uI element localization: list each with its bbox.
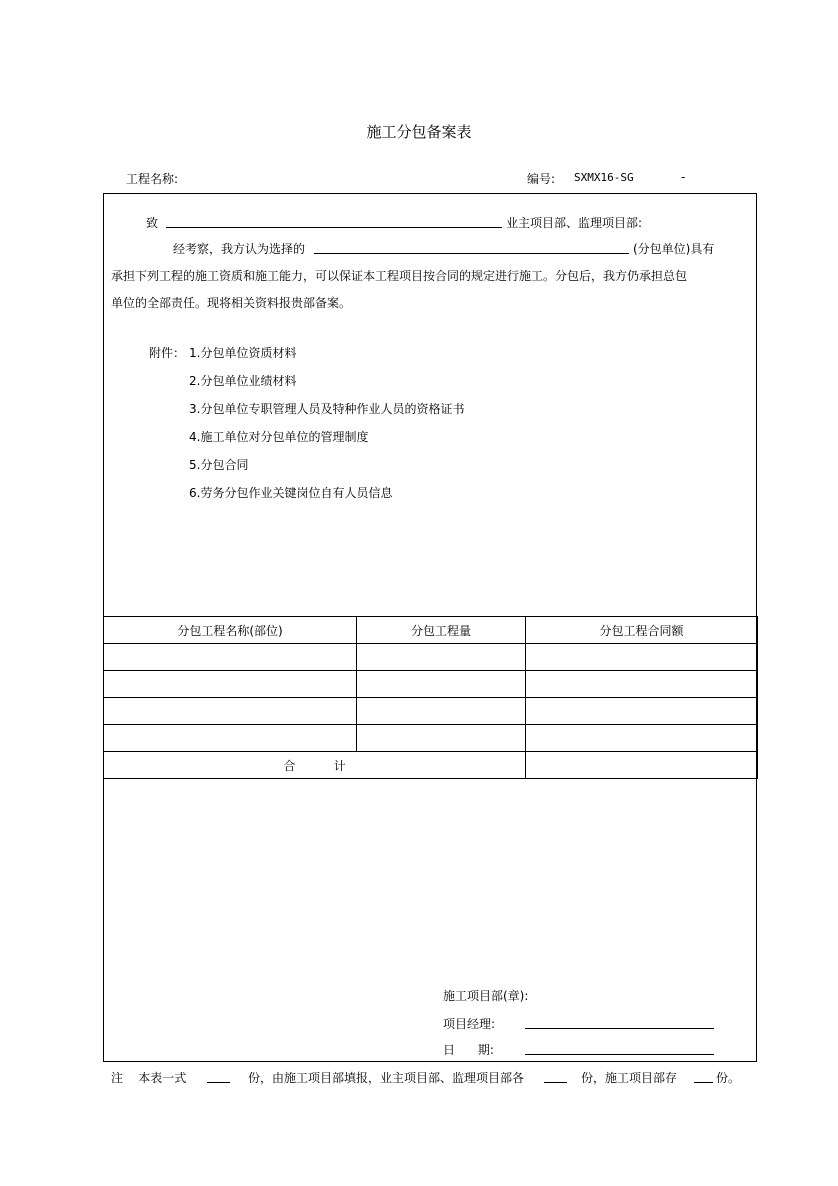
date-label: 日 期: xyxy=(443,1043,494,1057)
letter-line3: 单位的全部责任。现将相关资料报贵部备案。 xyxy=(111,296,352,310)
total-row xyxy=(104,752,758,779)
attachment-item: 3.分包单位专职管理人员及特种作业人员的资格证书 xyxy=(189,402,465,416)
project-name-label: 工程名称: xyxy=(126,172,179,186)
copies-keep-blank[interactable] xyxy=(694,1082,713,1083)
table-row xyxy=(104,644,758,671)
attachment-item: 1.分包单位资质材料 xyxy=(189,346,297,360)
attachment-item: 5.分包合同 xyxy=(189,458,249,472)
note-part3: 份，施工项目部存 xyxy=(581,1071,678,1085)
project-manager-label: 项目经理: xyxy=(443,1017,496,1031)
note-part4: 份。 xyxy=(716,1071,741,1085)
form-title: 施工分包备案表 xyxy=(366,123,472,141)
table-row xyxy=(104,671,758,698)
date-line[interactable] xyxy=(525,1054,714,1055)
letter-line2: 承担下列工程的施工资质和施工能力，可以保证本工程项目按合同的规定进行施工。分包后，我方仍承担总包 xyxy=(111,269,688,283)
attachments-label: 附件： xyxy=(149,346,186,360)
code-dash: - xyxy=(681,170,686,184)
table-cell[interactable] xyxy=(357,644,526,671)
attachment-item: 4.施工单位对分包单位的管理制度 xyxy=(189,430,369,444)
table-row xyxy=(104,725,758,752)
table-cell[interactable] xyxy=(357,671,526,698)
to-suffix: 业主项目部、监理项目部: xyxy=(506,216,643,230)
table-cell[interactable] xyxy=(526,698,758,725)
recipient-blank[interactable] xyxy=(166,227,502,228)
total-label: 合 计 xyxy=(104,752,526,779)
table-cell[interactable] xyxy=(357,725,526,752)
header-cell-quantity: 分包工程量 xyxy=(357,617,526,644)
table-cell[interactable] xyxy=(104,671,357,698)
table-cell[interactable] xyxy=(104,644,357,671)
project-manager-signature-line[interactable] xyxy=(525,1028,714,1029)
header-cell-name: 分包工程名称(部位) xyxy=(104,617,357,644)
copies-each-blank[interactable] xyxy=(544,1082,567,1083)
subcontractor-blank[interactable] xyxy=(314,253,629,254)
total-value[interactable] xyxy=(526,752,758,779)
table-cell[interactable] xyxy=(526,671,758,698)
table-row xyxy=(104,698,758,725)
letter-line1-suffix: (分包单位)具有 xyxy=(633,242,715,256)
table-cell[interactable] xyxy=(104,698,357,725)
copies-total-blank[interactable] xyxy=(207,1082,230,1083)
construction-dept-seal-label: 施工项目部(章): xyxy=(443,989,529,1003)
table-header-row xyxy=(104,617,758,644)
table-cell[interactable] xyxy=(526,644,758,671)
letter-line1-prefix: 经考察，我方认为选择的 xyxy=(173,242,306,256)
attachment-item: 6.劳务分包作业关键岗位自有人员信息 xyxy=(189,486,393,500)
table-cell[interactable] xyxy=(526,725,758,752)
note-part1: 注 本表一式 xyxy=(111,1071,187,1085)
table-cell[interactable] xyxy=(357,698,526,725)
table-cell[interactable] xyxy=(104,725,357,752)
to-label: 致 xyxy=(146,216,159,230)
code-label: 编号: xyxy=(527,172,556,186)
subcontract-table xyxy=(103,616,758,779)
attachment-item: 2.分包单位业绩材料 xyxy=(189,374,297,388)
code-value: SXMX16-SG xyxy=(574,171,634,184)
note-part2: 份，由施工项目部填报，业主项目部、监理项目部各 xyxy=(248,1071,525,1085)
header-cell-amount: 分包工程合同额 xyxy=(526,617,758,644)
